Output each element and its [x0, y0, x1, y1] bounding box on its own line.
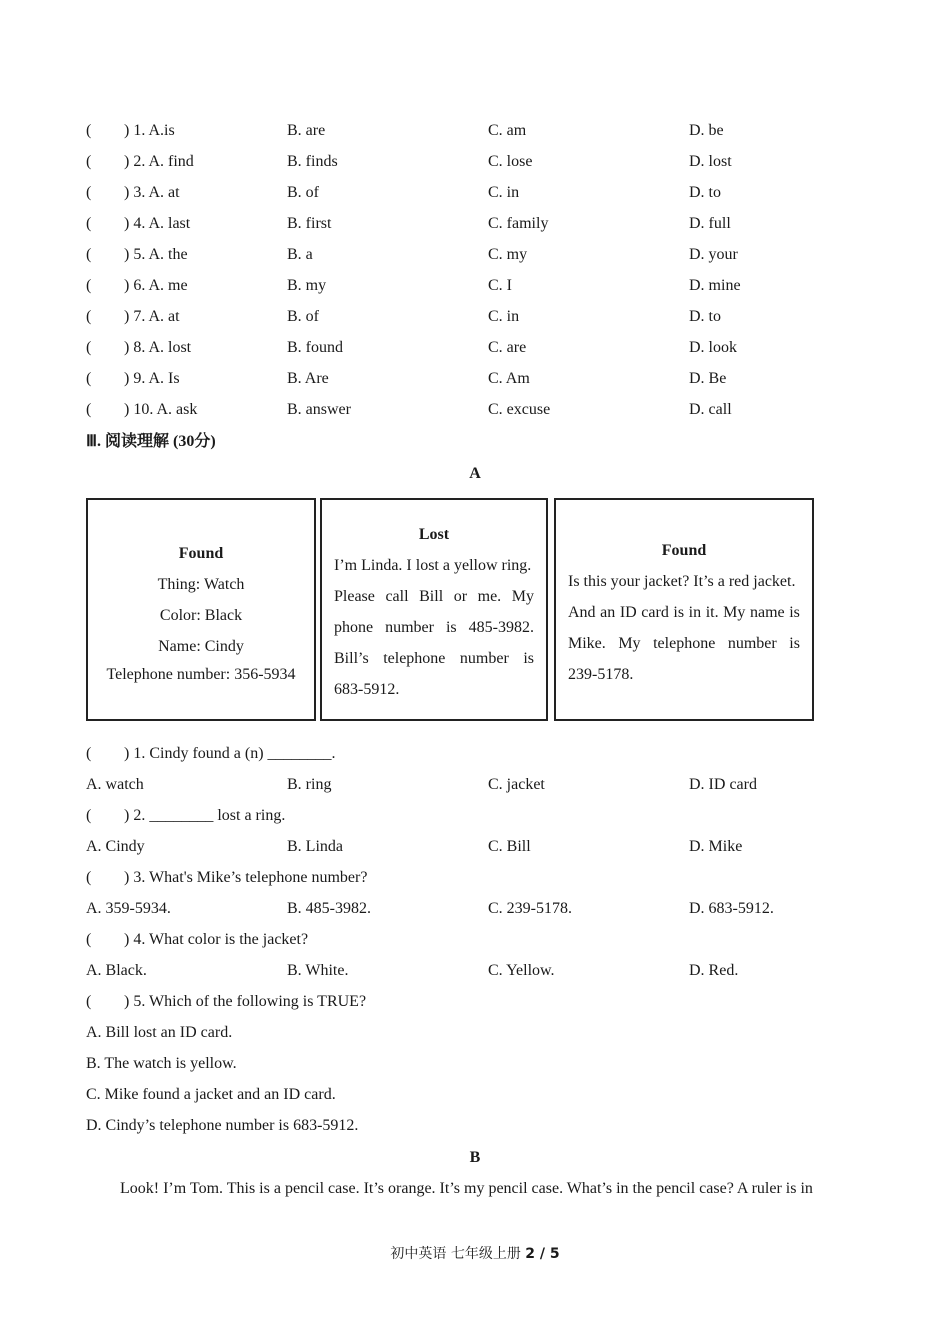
answer-paren: ( [86, 277, 92, 294]
word: is [673, 604, 685, 621]
answer-paren: ( [86, 370, 92, 387]
cloze-row [86, 151, 886, 173]
option-c: C. am [488, 122, 527, 139]
word: number [727, 635, 777, 652]
word: or [453, 588, 468, 605]
option-d: D. ID card [689, 776, 757, 793]
notice-line: Is this your jacket? It’s a red jacket. [568, 573, 796, 590]
word: card [641, 604, 669, 621]
cloze-row [86, 182, 886, 204]
option-d: D. be [689, 122, 724, 139]
part-b-label: B [469, 1149, 481, 1166]
option-a: ) 2. A. find [124, 153, 194, 170]
option-b: B. are [287, 122, 326, 139]
answer-paren: ( [86, 869, 92, 886]
word: is [789, 604, 800, 621]
question-2 [86, 805, 886, 827]
answer-paren: ( [86, 807, 92, 824]
notice-title: Lost [418, 526, 450, 543]
option-a: A. watch [86, 776, 144, 793]
option-b: B. of [287, 184, 319, 201]
answer-paren: ( [86, 122, 92, 139]
notice-line: Name: Cindy [158, 638, 244, 655]
question-3-options [86, 898, 886, 920]
question-4 [86, 929, 886, 951]
part-a-label: A [469, 465, 481, 482]
cloze-row [86, 399, 886, 421]
answer-paren: ( [86, 401, 92, 418]
question-3 [86, 867, 886, 889]
option-d: D. 683-5912. [689, 900, 774, 917]
option-a: ) 5. A. the [124, 246, 188, 263]
option-c: C. I [488, 277, 512, 294]
option-b: B. Linda [287, 838, 343, 855]
option-d: D. Be [689, 370, 727, 387]
option-d: D. mine [689, 277, 741, 294]
answer-paren: ( [86, 339, 92, 356]
notice-line: Thing: Watch [157, 576, 245, 593]
word: 485-3982. [468, 619, 534, 636]
option-c: C. Mike found a jacket and an ID card. [86, 1086, 336, 1103]
option-b: B. ring [287, 776, 332, 793]
notice-title: Found [661, 542, 707, 559]
option-c: C. excuse [488, 401, 551, 418]
word: is [445, 619, 457, 636]
option-c: C. in [488, 308, 520, 325]
option-d: D. Mike [689, 838, 743, 855]
word: Bill’s [334, 650, 369, 667]
option-b: B. a [287, 246, 313, 263]
answer-paren: ( [86, 931, 92, 948]
answer-paren: ( [86, 745, 92, 762]
option-b: B. The watch is yellow. [86, 1055, 237, 1072]
cloze-row [86, 244, 886, 266]
found-notice-watch [86, 498, 316, 721]
option-b: B. of [287, 308, 319, 325]
option-a: ) 3. A. at [124, 184, 180, 201]
option-b: B. my [287, 277, 327, 294]
option-b: B. finds [287, 153, 338, 170]
question-1 [86, 743, 886, 765]
word: ID [619, 604, 637, 621]
question-stem: ) 1. Cindy found a (n) ________. [124, 745, 336, 762]
option-c: C. Bill [488, 838, 531, 855]
answer-paren: ( [86, 184, 92, 201]
word: My [511, 588, 534, 605]
option-a: A. Cindy [86, 838, 145, 855]
cloze-row [86, 337, 886, 359]
question-stem: ) 5. Which of the following is TRUE? [124, 993, 367, 1010]
option-a: ) 8. A. lost [124, 339, 192, 356]
word: it. [705, 604, 719, 621]
notice-line-justified [568, 628, 800, 659]
option-c: C. Am [488, 370, 530, 387]
page-footer [0, 1244, 950, 1264]
question-stem: ) 2. ________ lost a ring. [124, 807, 286, 824]
word: Please [334, 588, 375, 605]
word: telephone [653, 635, 716, 652]
passage-b-text: Look! I’m Tom. This is a pencil case. It’s orange. It’s my pencil case. What’s in the pencil case? A ruler is in [120, 1180, 813, 1197]
answer-paren: ( [86, 308, 92, 325]
option-c: C. are [488, 339, 527, 356]
word: My [723, 604, 746, 621]
option-a: ) 4. A. last [124, 215, 191, 232]
cloze-row [86, 368, 886, 390]
option-c: C. family [488, 215, 549, 232]
lost-notice-ring [320, 498, 548, 721]
option-a: A. Black. [86, 962, 147, 979]
option-d: D. look [689, 339, 737, 356]
option-d: D. your [689, 246, 738, 263]
question-stem: ) 4. What color is the jacket? [124, 931, 309, 948]
word: Mike. [568, 635, 606, 652]
option-c: C. my [488, 246, 528, 263]
word: an [600, 604, 616, 621]
option-c: C. in [488, 184, 520, 201]
notice-line: Color: Black [159, 607, 243, 624]
option-d: D. full [689, 215, 731, 232]
option-d: D. call [689, 401, 732, 418]
found-notice-jacket [554, 498, 814, 721]
answer-paren: ( [86, 246, 92, 263]
option-d: D. Cindy’s telephone number is 683-5912. [86, 1117, 359, 1134]
notice-title: Found [178, 545, 224, 562]
word: telephone [383, 650, 446, 667]
footer-label: 初中英语 七年级上册 [390, 1246, 521, 1262]
question-stem: ) 3. What's Mike’s telephone number? [124, 869, 368, 886]
answer-paren: ( [86, 993, 92, 1010]
page-number: 2 / 5 [525, 1246, 560, 1262]
notice-line: I’m Linda. I lost a yellow ring. [334, 557, 532, 574]
notice-line-justified [568, 597, 800, 628]
word: is [789, 635, 800, 652]
word: name [749, 604, 785, 621]
option-a: ) 9. A. Is [124, 370, 180, 387]
word: me. [477, 588, 502, 605]
notice-line-justified [334, 612, 534, 643]
cloze-row [86, 213, 886, 235]
option-c: C. jacket [488, 776, 545, 793]
cloze-row [86, 306, 886, 328]
word: is [523, 650, 534, 667]
option-b: B. found [287, 339, 343, 356]
question-5 [86, 991, 886, 1013]
option-b: B. Are [287, 370, 329, 387]
word: in [688, 604, 702, 621]
option-a: A. Bill lost an ID card. [86, 1024, 233, 1041]
option-c: C. Yellow. [488, 962, 555, 979]
notice-line: 683-5912. [334, 681, 400, 698]
question-1-options [86, 774, 886, 796]
notice-line-justified [334, 581, 534, 612]
question-4-options [86, 960, 886, 982]
option-d: D. to [689, 308, 721, 325]
word: call [385, 588, 409, 605]
word: number [459, 650, 509, 667]
option-a: ) 10. A. ask [124, 401, 198, 418]
option-c: C. lose [488, 153, 533, 170]
option-d: D. lost [689, 153, 732, 170]
cloze-row [86, 275, 886, 297]
notice-line: 239-5178. [568, 666, 634, 683]
option-b: B. White. [287, 962, 349, 979]
notice-line-justified [334, 643, 534, 674]
option-a: A. 359-5934. [86, 900, 171, 917]
option-b: B. answer [287, 401, 351, 418]
word: My [618, 635, 641, 652]
option-b: B. 485-3982. [287, 900, 371, 917]
option-a: ) 6. A. me [124, 277, 188, 294]
cloze-row [86, 120, 886, 142]
answer-paren: ( [86, 153, 92, 170]
option-c: C. 239-5178. [488, 900, 572, 917]
option-a: ) 1. A.is [124, 122, 175, 139]
section-title: Ⅲ. 阅读理解 (30分) [86, 433, 216, 450]
notice-line: Telephone number: 356-5934 [106, 666, 296, 683]
word: Bill [419, 588, 444, 605]
option-d: D. to [689, 184, 721, 201]
option-a: ) 7. A. at [124, 308, 180, 325]
word: And [568, 604, 596, 621]
word: phone [334, 619, 374, 636]
question-2-options [86, 836, 886, 858]
answer-paren: ( [86, 215, 92, 232]
word: number [385, 619, 434, 636]
option-d: D. Red. [689, 962, 739, 979]
option-b: B. first [287, 215, 332, 232]
